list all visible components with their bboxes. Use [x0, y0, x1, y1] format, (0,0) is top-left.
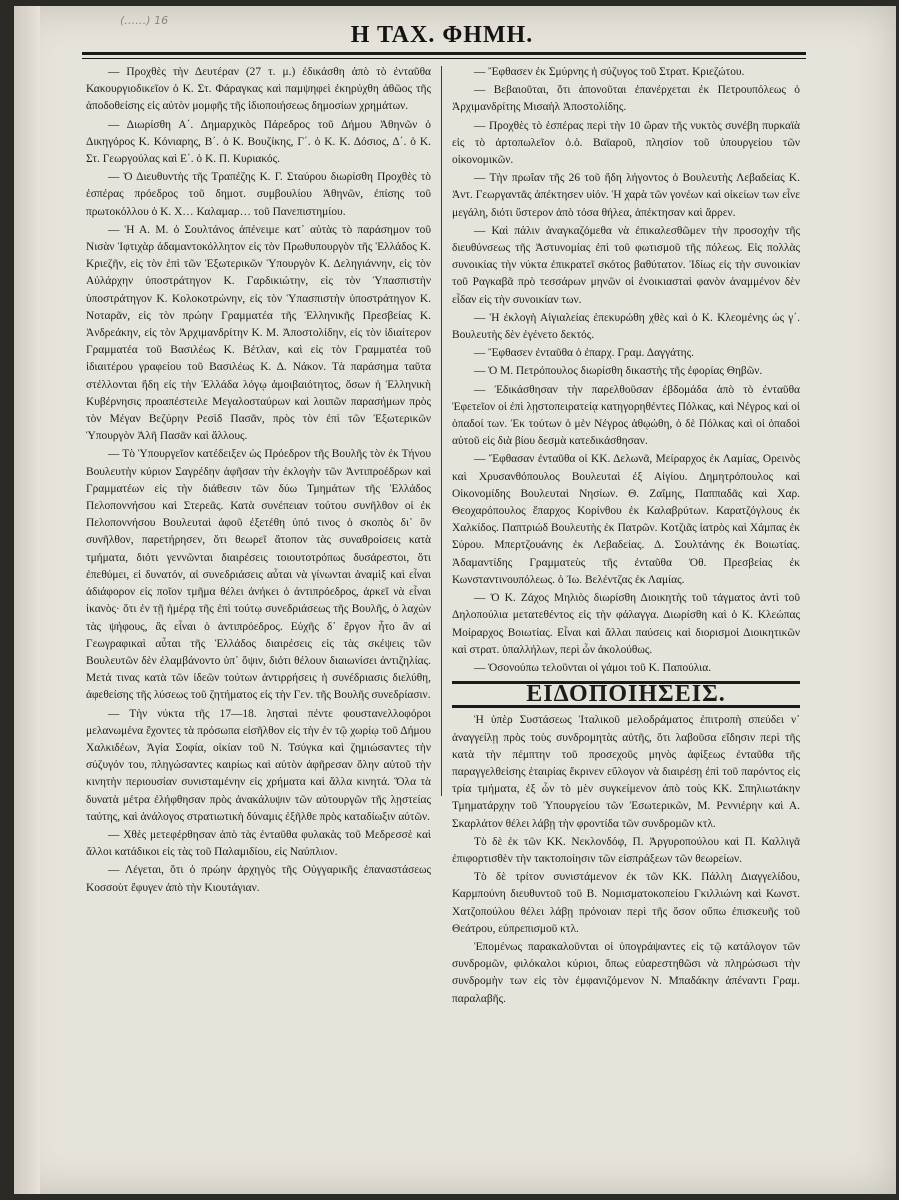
news-item: — Τὴν πρωΐαν τῆς 26 τοῦ ἤδη λήγοντος ὁ Βουλευτὴς Λεβαδείας Κ. Ἀντ. Γεωργαντᾶς ἀπέκτησεν υἱόν. Ἡ χαρὰ τῶν γονέων καὶ οἰκείων των εἶνε μεγάλη, διότι ὕστερον ἀπὸ τόσα θήλεα, ἀπέκτησαν καὶ ἄρρεν.	[452, 172, 800, 219]
news-item: — Ὁσονούπω τελοῦνται οἱ γάμοι τοῦ Κ. Παπούλια.	[474, 661, 712, 674]
news-item: — Ἔφθασεν ἐνταῦθα ὁ ἐπαρχ. Γραμ. Δαγγάτης.	[474, 347, 694, 360]
notice-paragraph: Τὸ δὲ ἐκ τῶν ΚΚ. Νεκλονδόφ, Π. Ἀργυροπούλου καὶ Π. Καλλιγᾶ ἐπιφορτισθὲν τὴν τακτοποίησιν τῶν εἰσπράξεων τῶν θεωρείων.	[452, 835, 800, 865]
news-item: — Καὶ πάλιν ἀναγκαζόμεθα νὰ ἐπικαλεσθῶμεν τὴν προσοχὴν τῆς διευθύνσεως τῆς Ἀστυνομίας ἐπὶ τοῦ φωτισμοῦ τῆς πόλεως. Εἰς πολλὰς συνοικίας τὴν νύκτα ἐπικρατεῖ σκότος βαθύτατον. Ἰδίως εἰς τὴν συνοικίαν τοῦ Ραγκαβᾶ πρὸ τεσσάρων μηνῶν οἱ ἐνοικιασταὶ φανὸν ἀναμμένον δὲν εἶδαν εἰς τὴν συνοικίαν των.	[452, 224, 800, 306]
page-fold-shadow	[14, 6, 40, 1194]
notice-paragraph: Ἐπομένως παρακαλοῦνται οἱ ὑπογράψαντες εἰς τῷ κατάλογον τῶν συνδρομῶν, φιλόκαλοι κύριοι, ὅπως εὐαρεστηθῶσι νὰ πληρώσωσι τὴν συνδρομὴν των εἰς τὸν ἐμφανιζόμενον Ν. Μπαδάκην ἀπέναντι Γραμ. παραλαβῆς.	[452, 940, 800, 1005]
news-item: — Ἡ ἐκλογὴ Αἰγιαλείας ἐπεκυρώθη χθὲς καὶ ὁ Κ. Κλεομένης ὡς γ΄. Βουλευτὴς δὲν ἐγένετο δεκτός.	[452, 311, 800, 342]
news-item: — Λέγεται, ὅτι ὁ πρώην ἀρχηγὸς τῆς Οὐγγαρικῆς ἐπαναστάσεως Κοσσοὺτ ἔφυγεν ἀπὸ τὴν Κιουτάγιαν.	[86, 864, 431, 894]
news-item: — Ὁ Κ. Ζάχος Μηλιὸς διωρίσθη Διοικητὴς τοῦ τάγματος ἀντὶ τοῦ Δηλοπούλια μετατεθέντος εἰς τὴν φάλαγγα. Διωρίσθη καὶ ὁ Κ. Κλεώπας Μοίραρχος Βοιωτίας. Εἶναι καὶ ἄλλαι παύσεις καὶ διορισμοὶ Διοικητικῶν καὶ στρατ. ὑπαλλήλων, περὶ ὧν ἀκολούθως.	[452, 592, 800, 656]
news-item: — Ὁ Διευθυντὴς τῆς Τραπέζης Κ. Γ. Σταύρου διωρίσθη Προχθὲς τὸ ἑσπέρας πρόεδρος τοῦ δημοτ. συμβουλίου Ἀθηνῶν, ἐπίσης τοῦ πρωτοκόλλου ὁ Κ. Χ… Καλαμαρ… τοῦ Πανεπιστημίου.	[86, 171, 431, 218]
left-column	[86, 64, 431, 898]
news-item: — Διωρίσθη Α΄. Δημαρχικὸς Πάρεδρος τοῦ Δήμου Ἀθηνῶν ὁ Δικηγόρος Κ. Κόνιαρης, Β΄. ὁ Κ. Βουζίκης, Γ΄. ὁ Κ. Κ. Δόσιος, Δ΄. ὁ Κ. Στ. Γεωργούλας καὶ Ε΄. ὁ Κ. Π. Κυριακός.	[86, 118, 431, 166]
notice-paragraph: Ἡ ὑπὲρ Συστάσεως Ἰταλικοῦ μελοδράματος ἐπιτροπὴ σπεύδει ν᾽ ἀναγγείλῃ πρὸς τοὺς συνδρομητὰς αὐτῆς, ὅτι λαβοῦσα εἴδησιν περὶ τῆς κατὰ τὴν πέμπτην τοῦ προσεχοῦς μηνὸς ἀφίξεως ἐνταῦθα τῆς παραγγελθείσης ἑταιρίας ἔκρινεν εὔλογον νὰ διαιρέσῃ ἐπὶ τοῦ παρόντος εἰς τρία τμήματα, ἐξ ὧν τὸ μὲν συγκείμενον ἀπὸ τοὺς ΚΚ. Σπηλιωτάκην Τμηματάρχην τοῦ Ὑπουργείου τῶν Ἐσωτερικῶν, Μ. Ρεννιέρην καὶ Α. Σκαρλάτον θέλει λάβῃ τὴν φροντίδα τῶν συνδρομῶν κτλ.	[452, 714, 800, 830]
masthead-header	[82, 22, 802, 49]
handwritten-page-note: (……) 16	[120, 14, 169, 27]
news-item: — Προχθὲς τὴν Δευτέραν (27 τ. μ.) ἐδικάσθη ἀπὸ τὸ ἐνταῦθα Κακουργιοδικεῖον ὁ Κ. Στ. Φάραγκας καὶ παμψηφεὶ ἐκηρύχθη ἀθῶος τῆς ἀποδοθείσης εἰς αὐτὸν μομφῆς τῆς ἰδιοποιήσεως δημοσίων χρημάτων.	[86, 66, 431, 113]
news-item: — Ὁ Μ. Πετρόπουλος διωρίσθη δικαστὴς τῆς ἐφορίας Θηβῶν.	[474, 365, 763, 378]
notice-paragraph: Τὸ δὲ τρίτον συνιστάμενον ἐκ τῶν ΚΚ. Πάλλη Διαγγελίδου, Καρμπούνη διευθυντοῦ τοῦ Β. Νομισματοκοπείου Γκιλλιώνη καὶ Κωνστ. Χατζοπούλου θέλει λάβῃ πρόνοιαν περὶ τῆς ὅσον οὔπω ἐπισκευῆς τοῦ Θεάτρου, εὐπρεπισμοῦ κτλ.	[452, 871, 800, 935]
news-item: — Προχθὲς τὸ ἑσπέρας περὶ τὴν 10 ὥραν τῆς νυκτὸς συνέβη πυρκαϊὰ εἰς τὸ ἀρτοπωλεῖον ὁ.ὁ. Βαϊαροῦ, πλησίον τοῦ ὑπουργείου τῶν οἰκονομικῶν.	[452, 119, 800, 167]
masthead-rule-thin	[82, 58, 806, 59]
news-item: — Ἔφθασεν ἐκ Σμύρνης ἡ σύζυγος τοῦ Στρατ. Κριεζώτου.	[474, 66, 745, 78]
news-item: — Ἐδικάσθησαν τὴν παρελθοῦσαν ἑβδομάδα ἀπὸ τὸ ἐνταῦθα Ἐφετεῖον οἱ ἐπὶ λῃστοπειρατείᾳ κατηγορηθέντες Πόλκας, καὶ Νέγρος καὶ οἱ ὁπαδοί των. Ἐκ τούτων ὁ μὲν Νέγρος ἀθῳώθη, ὁ δὲ Πόλκας καὶ οἱ ὁπαδοὶ αὐτοῦ εἰς διὰ βίου δεσμὰ κατεδικάσθησαν.	[452, 383, 800, 448]
masthead-rule	[82, 52, 806, 55]
column-divider	[441, 66, 442, 796]
news-item: — Ἔφθασαν ἐνταῦθα οἱ ΚΚ. Δελωνᾶ, Μείραρχος ἐκ Λαμίας, Ορεινὸς καὶ Χρυσανθόπουλος Βουλευταὶ ἐξ Αἰγίου. Δημητρόπουλος καὶ Οἰκονομίδης Βουλευταὶ Νησίων. Θ. Ζαΐμης, Παππαδᾶς καὶ Χαρ. Θεοχαρόπουλος ἔπαρχος Κορίνθου ἐκ Καλαβρύτων. Καρατζόγλους ἐκ Χαλκίδος. Παπτριώδ Βουλευτὴς ἐκ Πατρῶν. Κοτζιᾶς ἰατρὸς καὶ Χάμπας ἐκ Σύρου. Μπερτζουάνης ἐκ Λεβαδείας. Δ. Σουλτάνης ἐκ Βοιωτίας. Ἀδαμαντίδης Γραμματεὺς τῆς ἐνταῦθα Ὀθ. Πρεσβείας ἐκ Κωνσταντινουπόλεως. ὁ Ἰω. Βελέντζας ἐκ Λαμίας.	[452, 453, 800, 586]
masthead-title: Η ΤΑΧ. ΦΗΜΗ.	[350, 22, 534, 48]
news-item: — Χθὲς μετεφέρθησαν ἀπὸ τὰς ἐνταῦθα φυλακὰς τοῦ Μεδρεσσὲ καὶ ἄλλοι κατάδικοι εἰς τὰς τοῦ Παλαμιδίου, εἰς Ναύπλιον.	[86, 828, 431, 859]
news-item: — Ἡ Α. Μ. ὁ Σουλτάνος ἀπένειμε κατ᾽ αὐτὰς τὸ παράσημον τοῦ Νισὰν Ἰφτιχὰρ ἀδαμαντοκόλλητον εἰς τὸν Πρωθυπουργὸν τῆς Ἑλλάδος Κ. Κριεζῆν, εἰς τὸν ἐπὶ τῶν Ἐξωτερικῶν Ὑπουργὸν Κ. Δεληγιάννην, εἰς τὸν Αὐλάρχην ὑποστράτηγον Κ. Γαρδικιώτην, εἰς τὸν Ὑπασπιστὴν ὑποστράτηγον Κ. Κολοκοτρώνην, εἰς τὸν Ὑπασπιστὴν ὑποστράτηγον Κ. Νοταρᾶν, εἰς τὸν πρώην Γραμματέα τῆς Ἑλληνικῆς Πρεσβείας Κ. Ἀνδρεάκην, εἰς τὸν Ἀρχιμανδρίτην Κ. Μ. Ἀποστολίδην, εἰς τὸν ἰδιαίτερον Γραμματέα τοῦ Βασιλέως Κ. Βέτλαν, καὶ εἰς τὸν Γραμματέα τοῦ ἰδιαιτέρου γραφείου τοῦ Βασιλέως Κ. Δ. Νάκον. Τὰ παράσημα ταῦτα στέλλονται ἤδη εἰς τὴν Ἑλλάδα λόγῳ ἀμοιβαιότητος, ὅσων ἡ Ἑλληνικὴ Κυβέρνησις προαπέστειλε Μεγαλοσταύρων καὶ λοιπῶν παρασήμων πρὸς τὸν Μέγαν Βεζύρην Ρεσὶδ Πασᾶν, πρὸς τὸν ἐπὶ τῶν Ἐξωτερικῶν Ὑπουργὸν Ἀλῆ Πασᾶν καὶ ἄλλους.	[86, 223, 431, 443]
notices-heading: ΕΙΔΟΠΟΙΗΣΕΙΣ.	[452, 681, 800, 708]
news-item: — Βεβαιοῦται, ὅτι ἀπονοῦται ἐπανέρχεται ἐκ Πετρουπόλεως ὁ Ἀρχιμανδρίτης Μισαὴλ Ἀποστολίδης.	[452, 84, 800, 114]
news-item: — Τὴν νύκτα τῆς 17—18. λησταὶ πέντε φουστανελλοφόροι μελανωμένα ἔχοντες τὰ πρόσωπα εἰσῆλθον εἰς τὴν ἐν τῷ χωρίῳ τοῦ Δήμου Χαλκιδέων, Ἁγία Σοφία, οἰκίαν τοῦ Ν. Τσύγκα καὶ ζημιώσαντες τὴν σύζυγόν του, πληγώσαντες καιρίως καὶ αὐτὸν ἀφῆρεσαν ὅλην αὐτοῦ τὴν κινητὴν περιουσίαν συνισταμένην εἰς χρήματα καὶ ἄλλα κινητά. Ὅλα τὰ δυνατὰ μέτρα ἐλήφθησαν πρὸς ἀνακάλυψιν τῶν αὐτουργῶν τῆς λῃστείας ταύτης, καὶ ἀνάλογος στρατιωτικὴ δύναμις ἐξῆλθε πρὸς καταδίωξιν αὐτῶν.	[86, 707, 431, 823]
right-column	[452, 64, 800, 1009]
news-item: — Τὸ Ὑπουργεῖον κατέδειξεν ὡς Πρόεδρον τῆς Βουλῆς τὸν ἐκ Τήνου Βουλευτὴν κύριον Σαγρέδην ἀφῆσαν τὴν ἐκλογὴν τῶν Ἀντιπροέδρων καὶ Γραμματέων εἰς τὴν διάθεσιν τῶν δύω Τμημάτων τῆς Ἑλλάδος Πελοποννήσου καὶ Στερεᾶς. Κατὰ συνέπειαν τούτου συνῆλθον οἱ ἐκ Πελοποννήσου Βουλευταὶ ἀφοῦ ἐξετέθη ὑπό τινος ὁ σκοπὸς δι᾽ ὃν συνῆλθον, παρετήρησεν, ὅτι θεωρεῖ ἄτοπον τὰς συναθροίσεις κατὰ τμήματα, διότι γεννῶνται διαιρέσεις τοιουτοτρόπως δυσάρεστοι, ὅτι ἐπεθύμει, εἰ δυνατόν, αἱ συνεδριάσεις αὗται νὰ γίνωνται ἀναμὶξ καὶ εἶναι ἀδιάφορον εἰς ποῖον τμῆμα θέλει ἀνήκει ὁ ἀντιπρόεδρος, ἀρκεῖ νὰ εἶναι ἱκανὸς· ὅτι ἐν τῇ ἡμέρᾳ τῆς ἐπὶ τούτῳ συνεδριάσεως τῆς Βουλῆς, ὁ λαχὼν τὰς ψήφους, ἂς εἶναι ὁ ἀντιπρόεδρος. Εὐχῆς δ᾽ ἔργον ἦτο ἂν αἱ Γεωγραφικαὶ αὗται τῆς Ἑλλάδος διαιρέσεις εἰς τὰς σκέψεις τῶν Βουλευτῶν δὲν ἐλαμβάνοντο ὑπ᾽ ὄψιν, διότι θέλουν διαιωνίσει ἀντιζηλίας. Μετά τινας κατὰ τῶν ἰδεῶν τούτων ἀντιρρήσεις ἡ συνέδριασις διελύθη, ἀφεθείσης τῆς λύσεως τοῦ ζητήματος εἰς τὴν Γεν. τῆς Βουλῆς συνεδρίασιν.	[86, 448, 431, 702]
